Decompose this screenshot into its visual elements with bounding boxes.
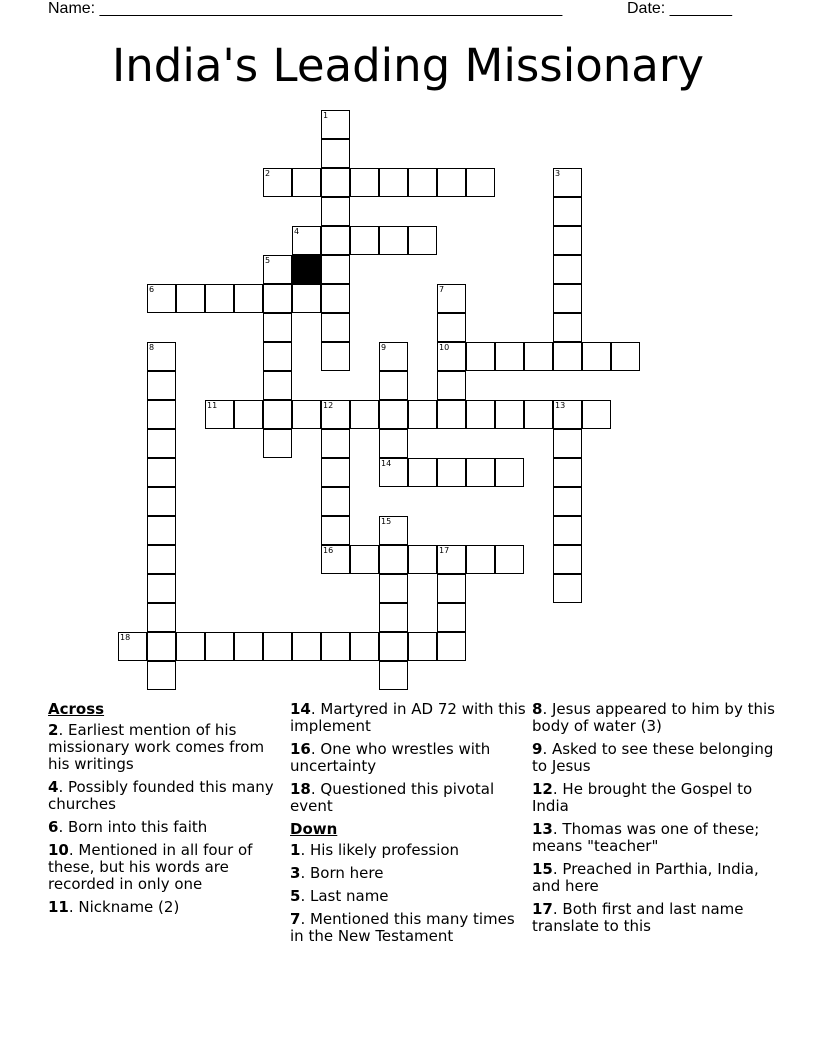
grid-cell[interactable]	[321, 400, 350, 429]
grid-cell[interactable]	[321, 545, 350, 574]
grid-cell[interactable]	[321, 429, 350, 458]
grid-cell[interactable]	[147, 632, 176, 661]
grid-cell[interactable]	[321, 516, 350, 545]
grid-cell[interactable]	[437, 632, 466, 661]
cell-number: 18	[120, 633, 131, 642]
grid-cell[interactable]	[350, 632, 379, 661]
grid-cell[interactable]	[321, 632, 350, 661]
grid-cell[interactable]	[147, 545, 176, 574]
grid-cell[interactable]	[292, 632, 321, 661]
grid-cell[interactable]	[553, 168, 582, 197]
grid-cell[interactable]	[263, 400, 292, 429]
grid-cell[interactable]	[205, 284, 234, 313]
grid-cell[interactable]	[263, 632, 292, 661]
clue-down-13: 13. Thomas was one of these; means "teacher"	[532, 820, 760, 855]
grid-cell[interactable]	[263, 255, 292, 284]
grid-cell[interactable]	[263, 371, 292, 400]
grid-cell[interactable]	[553, 545, 582, 574]
grid-cell[interactable]	[350, 226, 379, 255]
grid-cell[interactable]	[408, 226, 437, 255]
grid-cell[interactable]	[437, 574, 466, 603]
grid-cell[interactable]	[234, 632, 263, 661]
across-heading: Across	[48, 700, 105, 718]
grid-cell[interactable]	[147, 458, 176, 487]
grid-cell[interactable]	[379, 226, 408, 255]
grid-cell[interactable]	[495, 342, 524, 371]
grid-cell[interactable]	[553, 255, 582, 284]
grid-cell[interactable]	[408, 458, 437, 487]
grid-cell[interactable]	[321, 487, 350, 516]
clue-column-2	[290, 701, 530, 951]
grid-cell[interactable]	[147, 429, 176, 458]
grid-cell[interactable]	[321, 255, 350, 284]
grid-cell[interactable]	[437, 400, 466, 429]
grid-cell[interactable]	[437, 284, 466, 313]
clue-across-14: 14. Martyred in AD 72 with this implement	[290, 700, 526, 735]
grid-cell[interactable]	[379, 574, 408, 603]
grid-cell[interactable]	[321, 139, 350, 168]
clue-down-9: 9. Asked to see these belonging to Jesus	[532, 740, 774, 775]
grid-cell[interactable]	[205, 632, 234, 661]
grid-cell[interactable]	[495, 400, 524, 429]
grid-cell[interactable]	[147, 516, 176, 545]
grid-cell[interactable]	[611, 342, 640, 371]
grid-cell[interactable]	[292, 226, 321, 255]
grid-cell[interactable]	[379, 371, 408, 400]
grid-cell[interactable]	[176, 284, 205, 313]
cell-number: 3	[555, 169, 561, 178]
grid-cell[interactable]	[466, 342, 495, 371]
grid-cell[interactable]	[553, 284, 582, 313]
grid-cell[interactable]	[292, 400, 321, 429]
grid-cell[interactable]	[118, 632, 147, 661]
cell-number: 2	[265, 169, 271, 178]
clue-column-3	[532, 701, 782, 941]
grid-cell[interactable]	[321, 313, 350, 342]
cell-number: 9	[381, 343, 387, 352]
grid-cell[interactable]	[553, 313, 582, 342]
grid-cell[interactable]	[321, 226, 350, 255]
grid-cell[interactable]	[524, 342, 553, 371]
clue-across-10: 10. Mentioned in all four of these, but his words are recorded in only one	[48, 841, 253, 893]
grid-cell[interactable]	[379, 516, 408, 545]
grid-cell[interactable]	[350, 168, 379, 197]
black-cell	[292, 255, 321, 284]
clue-down-7: 7. Mentioned this many times in the New Testament	[290, 910, 515, 945]
grid-cell[interactable]	[263, 342, 292, 371]
grid-cell[interactable]	[553, 458, 582, 487]
grid-cell[interactable]	[263, 313, 292, 342]
grid-cell[interactable]	[524, 400, 553, 429]
grid-cell[interactable]	[379, 400, 408, 429]
grid-cell[interactable]	[292, 168, 321, 197]
grid-cell[interactable]	[234, 400, 263, 429]
grid-cell[interactable]	[379, 603, 408, 632]
grid-cell[interactable]	[437, 458, 466, 487]
grid-cell[interactable]	[147, 371, 176, 400]
grid-cell[interactable]	[553, 400, 582, 429]
grid-cell[interactable]	[466, 458, 495, 487]
grid-cell[interactable]	[437, 168, 466, 197]
grid-cell[interactable]	[437, 313, 466, 342]
clue-across-18: 18. Questioned this pivotal event	[290, 780, 495, 815]
down-heading: Down	[290, 820, 338, 838]
clue-across-16: 16. One who wrestles with uncertainty	[290, 740, 491, 775]
clue-across-6: 6. Born into this faith	[48, 818, 208, 836]
grid-cell[interactable]	[437, 371, 466, 400]
grid-cell[interactable]	[466, 168, 495, 197]
grid-cell[interactable]	[437, 603, 466, 632]
grid-cell[interactable]	[263, 284, 292, 313]
clue-column-1	[48, 701, 288, 922]
grid-cell[interactable]	[350, 545, 379, 574]
grid-cell[interactable]	[379, 661, 408, 690]
grid-cell[interactable]	[379, 342, 408, 371]
grid-cell[interactable]	[321, 284, 350, 313]
cell-number: 10	[439, 343, 450, 352]
puzzle-title: India's Leading Missionary	[111, 39, 705, 92]
grid-cell[interactable]	[466, 400, 495, 429]
grid-cell[interactable]	[495, 545, 524, 574]
grid-cell[interactable]	[350, 400, 379, 429]
grid-cell[interactable]	[466, 545, 495, 574]
grid-cell[interactable]	[408, 400, 437, 429]
name-line: Name: ____________________________________________________	[48, 0, 563, 17]
cell-number: 11	[207, 401, 218, 410]
grid-cell[interactable]	[408, 168, 437, 197]
grid-cell[interactable]	[379, 168, 408, 197]
grid-cell[interactable]	[408, 632, 437, 661]
grid-cell[interactable]	[437, 545, 466, 574]
grid-cell[interactable]	[147, 284, 176, 313]
cell-number: 15	[381, 517, 392, 526]
grid-cell[interactable]	[147, 487, 176, 516]
grid-cell[interactable]	[553, 226, 582, 255]
grid-cell[interactable]	[553, 487, 582, 516]
grid-cell[interactable]	[553, 197, 582, 226]
cell-number: 5	[265, 256, 271, 265]
cell-number: 17	[439, 546, 450, 555]
clue-across-2: 2. Earliest mention of his missionary work comes from his writings	[48, 721, 265, 773]
cell-number: 4	[294, 227, 300, 236]
grid-cell[interactable]	[263, 168, 292, 197]
cell-number: 12	[323, 401, 334, 410]
clue-down-5: 5. Last name	[290, 887, 389, 905]
grid-cell[interactable]	[582, 400, 611, 429]
cell-number: 6	[149, 285, 155, 294]
grid-cell[interactable]	[321, 168, 350, 197]
clue-across-11: 11. Nickname (2)	[48, 898, 180, 916]
grid-cell[interactable]	[379, 545, 408, 574]
cell-number: 16	[323, 546, 334, 555]
grid-cell[interactable]	[321, 110, 350, 139]
grid-cell[interactable]	[582, 342, 611, 371]
clue-down-12: 12. He brought the Gospel to India	[532, 780, 753, 815]
grid-cell[interactable]	[147, 574, 176, 603]
cell-number: 8	[149, 343, 155, 352]
clue-across-4: 4. Possibly founded this many churches	[48, 778, 274, 813]
clue-down-3: 3. Born here	[290, 864, 384, 882]
grid-cell[interactable]	[321, 197, 350, 226]
grid-cell[interactable]	[379, 458, 408, 487]
grid-cell[interactable]	[321, 458, 350, 487]
grid-cell[interactable]	[147, 603, 176, 632]
grid-cell[interactable]	[408, 545, 437, 574]
grid-cell[interactable]	[553, 516, 582, 545]
cell-number: 7	[439, 285, 445, 294]
cell-number: 1	[323, 111, 329, 120]
date-line: Date: _______	[627, 0, 732, 17]
grid-cell[interactable]	[553, 342, 582, 371]
grid-cell[interactable]	[147, 342, 176, 371]
grid-cell[interactable]	[379, 632, 408, 661]
cell-number: 14	[381, 459, 392, 468]
grid-cell[interactable]	[263, 429, 292, 458]
clue-down-8: 8. Jesus appeared to him by this body of water (3)	[532, 700, 775, 735]
grid-cell[interactable]	[437, 342, 466, 371]
grid-cell[interactable]	[205, 400, 234, 429]
grid-cell[interactable]	[553, 429, 582, 458]
clue-down-17: 17. Both first and last name translate to this	[532, 900, 744, 935]
grid-cell[interactable]	[495, 458, 524, 487]
grid-cell[interactable]	[147, 661, 176, 690]
grid-cell[interactable]	[292, 284, 321, 313]
clue-down-1: 1. His likely profession	[290, 841, 460, 859]
grid-cell[interactable]	[234, 284, 263, 313]
cell-number: 13	[555, 401, 566, 410]
grid-cell[interactable]	[379, 429, 408, 458]
clue-down-15: 15. Preached in Parthia, India, and here	[532, 860, 759, 895]
grid-cell[interactable]	[553, 574, 582, 603]
grid-cell[interactable]	[147, 400, 176, 429]
grid-cell[interactable]	[321, 342, 350, 371]
grid-cell[interactable]	[176, 632, 205, 661]
